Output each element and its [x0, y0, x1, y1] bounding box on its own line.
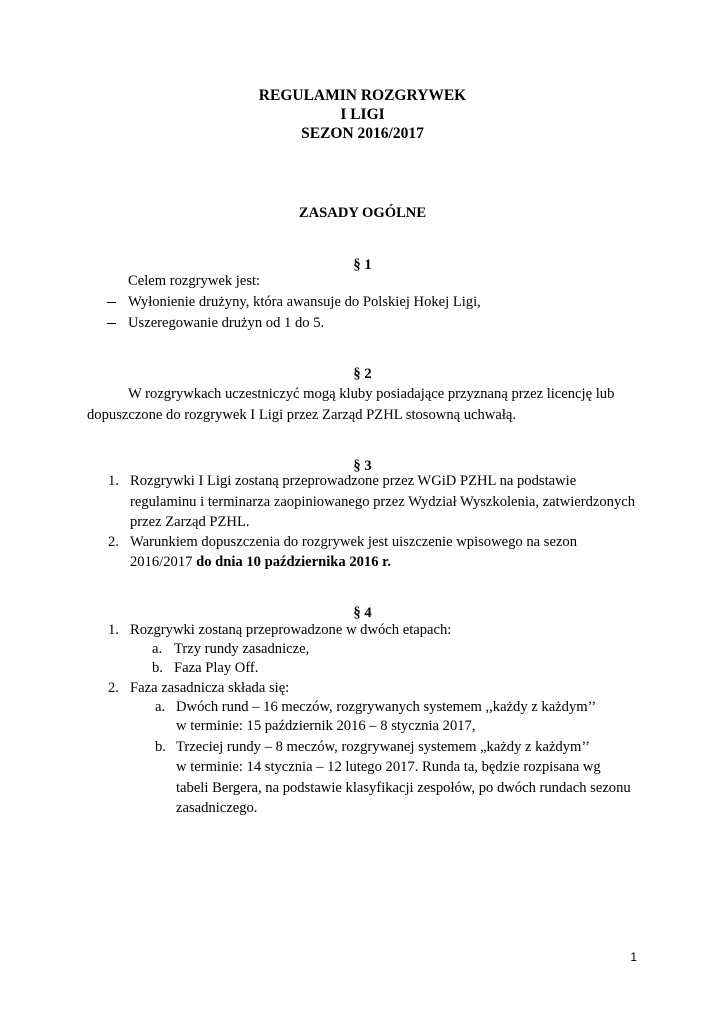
s4-item-2-sub-a-letter: a. — [155, 699, 166, 715]
doc-title-line-1: REGULAMIN ROZGRYWEK — [258, 87, 467, 104]
bullet-dash — [107, 302, 116, 303]
s4-item-2-sub-b-line-4: zasadniczego. — [176, 800, 258, 816]
s4-item-2-sub-a-line-1: Dwóch rund – 16 meczów, rozgrywanych systemem ,,każdy z każdym’’ — [176, 699, 597, 715]
s2-line-2: dopuszczone do rozgrywek I Ligi przez Zarząd PZHL stosowną uchwałą. — [87, 407, 517, 423]
s4-item-2-text: Faza zasadnicza składa się: — [130, 680, 290, 696]
s4-item-2-sub-a-line-2: w terminie: 15 październik 2016 – 8 stycznia 2017, — [176, 718, 476, 734]
s4-item-1-number: 1. — [108, 622, 119, 638]
paragraph-mark-1: § 1 — [353, 257, 372, 273]
s3-item-2-line-2 — [130, 553, 391, 571]
bullet-dash — [107, 323, 116, 324]
s1-item-2: Uszeregowanie drużyn od 1 do 5. — [128, 315, 325, 331]
doc-title-line-3: SEZON 2016/2017 — [301, 125, 424, 142]
s3-item-1-number: 1. — [108, 473, 119, 489]
paragraph-mark-4: § 4 — [353, 605, 372, 621]
page-number: 1 — [630, 950, 637, 964]
paragraph-mark-2: § 2 — [353, 366, 372, 382]
s4-item-2-sub-b-line-3: tabeli Bergera, na podstawie klasyfikacji zespołów, po dwóch rundach sezonu — [176, 780, 631, 796]
s4-item-2-sub-b-letter: b. — [155, 739, 166, 755]
s4-item-1-text: Rozgrywki zostaną przeprowadzone w dwóch etapach: — [130, 622, 452, 638]
s4-sub-b-text: Faza Play Off. — [174, 660, 259, 676]
s2-line-1: W rozgrywkach uczestniczyć mogą kluby posiadające przyznaną przez licencję lub — [128, 386, 615, 402]
s1-item-1: Wyłonienie drużyny, która awansuje do Polskiej Hokej Ligi, — [128, 294, 481, 310]
doc-title-line-2: I LIGI — [340, 106, 385, 123]
s3-item-2-plain: 2016/2017 — [130, 554, 197, 570]
s3-item-2-line-1: Warunkiem dopuszczenia do rozgrywek jest uiszczenie wpisowego na sezon — [130, 534, 578, 550]
s3-item-2-deadline: do dnia 10 października 2016 r. — [196, 554, 391, 570]
paragraph-mark-3: § 3 — [353, 458, 372, 474]
s4-item-2-number: 2. — [108, 680, 119, 696]
s4-item-2-sub-b-line-2: w terminie: 14 stycznia – 12 lutego 2017. Runda ta, będzie rozpisana wg — [176, 759, 601, 775]
s3-item-2-number: 2. — [108, 534, 119, 550]
s4-sub-b-letter: b. — [152, 660, 163, 676]
s4-item-2-sub-b-line-1: Trzeciej rundy – 8 meczów, rozgrywanej systemem „każdy z każdym’’ — [176, 739, 591, 755]
s1-intro: Celem rozgrywek jest: — [128, 273, 261, 289]
s3-item-1-line-1: Rozgrywki I Ligi zostaną przeprowadzone przez WGiD PZHL na podstawie — [130, 473, 577, 489]
s4-sub-a-letter: a. — [152, 641, 163, 657]
s3-item-1-line-2: regulaminu i terminarza zaopiniowanego przez Wydział Wyszkolenia, zatwierdzonych — [130, 494, 636, 510]
s4-sub-a-text: Trzy rundy zasadnicze, — [174, 641, 310, 657]
section-heading: ZASADY OGÓLNE — [298, 205, 427, 221]
s3-item-1-line-3: przez Zarząd PZHL. — [130, 514, 250, 530]
